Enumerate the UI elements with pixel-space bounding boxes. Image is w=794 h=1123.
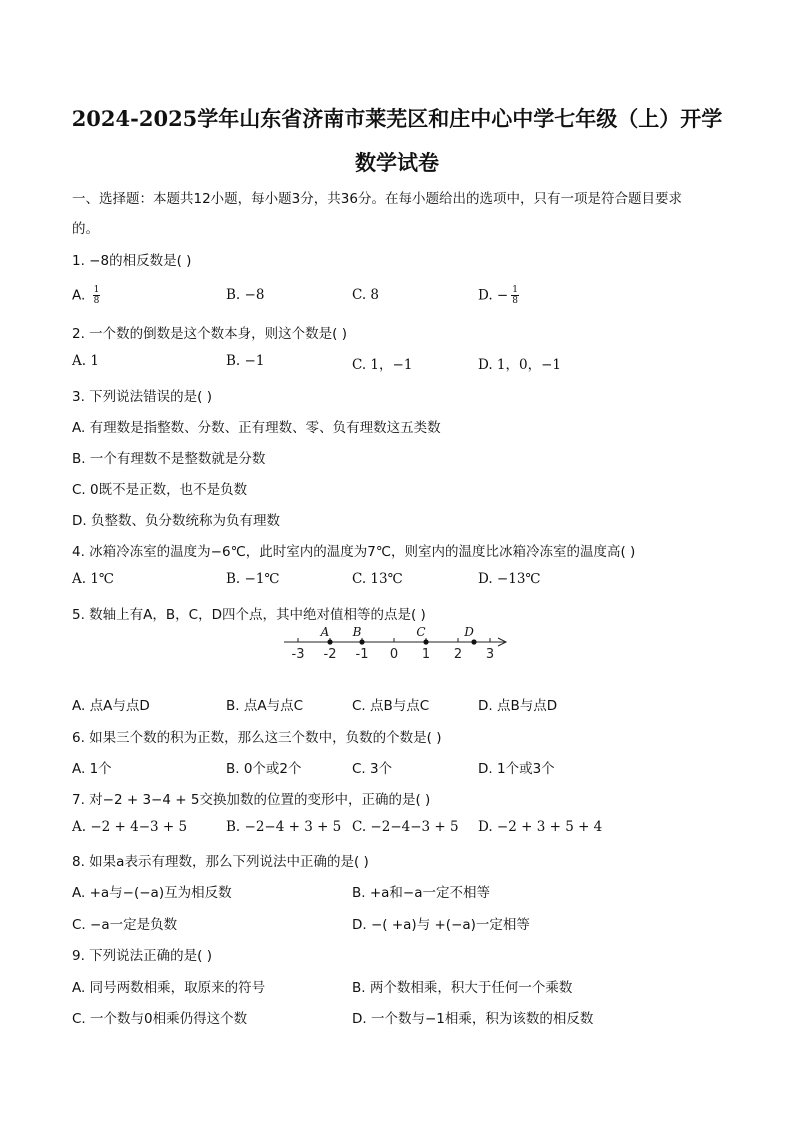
question-7-option-b: B. −2−4 + 3 + 5 xyxy=(226,819,342,835)
question-8-stem: 8. 如果a表示有理数，那么下列说法中正确的是( ) xyxy=(72,854,369,870)
question-6-option-d: D. 1个或3个 xyxy=(478,761,555,777)
fraction-numerator: 1 xyxy=(93,285,100,295)
fraction-denominator: 8 xyxy=(93,296,100,306)
fraction-denominator: 8 xyxy=(512,296,518,306)
number-line-point xyxy=(471,639,476,644)
question-9-stem: 9. 下列说法正确的是( ) xyxy=(72,948,212,964)
question-4-option-c: C. 13℃ xyxy=(352,571,403,587)
question-5-option-b: B. 点A与点C xyxy=(226,698,304,714)
exam-title-line1: 2024-2025学年山东省济南市莱芜区和庄中心中学七年级（上）开学 xyxy=(71,106,723,131)
question-9-option-d: D. 一个数与−1相乘，积为该数的相反数 xyxy=(352,1011,594,1027)
question-4-option-d: D. −13℃ xyxy=(478,571,541,587)
number-line-point-label: A xyxy=(320,625,330,639)
question-2-stem: 2. 一个数的倒数是这个数本身，则这个数是( ) xyxy=(72,326,347,342)
number-line-tick-label: -2 xyxy=(323,647,337,662)
question-7-option-a: A. −2 + 4−3 + 5 xyxy=(72,819,188,835)
question-2-option-c: C. 1，−1 xyxy=(352,357,413,373)
question-9-option-c: C. 一个数与0相乘仍得这个数 xyxy=(72,1011,248,1027)
section-instructions-line1: 一、选择题：本题共12小题，每小题3分，共36分。在每小题给出的选项中，只有一项是符合题目要求 xyxy=(72,191,682,207)
question-7-option-d: D. −2 + 3 + 5 + 4 xyxy=(478,819,603,835)
number-line-point-label: B xyxy=(352,625,362,639)
number-line-tick-label: -3 xyxy=(291,647,305,662)
question-8-option-c: C. −a一定是负数 xyxy=(72,917,178,933)
option-label: A. xyxy=(72,287,90,304)
question-1-stem: 1. −8的相反数是( ) xyxy=(72,253,192,269)
question-9-option-b: B. 两个数相乘，积大于任何一个乘数 xyxy=(352,980,573,996)
question-8-option-a: A. +a与−(−a)互为相反数 xyxy=(72,885,232,901)
fraction xyxy=(93,285,101,306)
question-3-option-d: D. 负整数、负分数统称为负有理数 xyxy=(72,513,280,529)
question-5-stem: 5. 数轴上有A，B，C，D四个点，其中绝对值相等的点是( ) xyxy=(72,607,426,623)
question-4-option-a: A. 1℃ xyxy=(72,571,115,587)
number-line-point xyxy=(359,639,364,644)
question-3-option-c: C. 0既不是正数，也不是负数 xyxy=(72,482,248,498)
question-1-option-a xyxy=(72,285,100,306)
number-line-tick-label: 3 xyxy=(485,647,495,662)
number-line-figure xyxy=(280,622,510,664)
question-4-option-b: B. −1℃ xyxy=(226,571,280,587)
question-5-option-d: D. 点B与点D xyxy=(478,698,558,714)
question-7-option-c: C. −2−4−3 + 5 xyxy=(352,819,459,835)
question-1-option-b: B. −8 xyxy=(226,287,265,303)
question-8-option-d: D. −( +a)与 +(−a)一定相等 xyxy=(352,917,530,933)
number-line-tick-label: 0 xyxy=(389,647,399,662)
question-3-option-b: B. 一个有理数不是整数就是分数 xyxy=(72,451,266,467)
question-5-option-c: C. 点B与点C xyxy=(352,698,430,714)
number-line-point xyxy=(327,639,332,644)
question-2-option-d: D. 1，0，−1 xyxy=(478,357,562,373)
number-line-point-label: D xyxy=(464,625,474,639)
number-line-point xyxy=(423,639,428,644)
question-3-stem: 3. 下列说法错误的是( ) xyxy=(72,389,212,405)
number-line-tick-label: 1 xyxy=(421,647,431,662)
question-4-stem: 4. 冰箱冷冻室的温度为−6℃，此时室内的温度为7℃，则室内的温度比冰箱冷冻室的温度高( ) xyxy=(72,544,636,560)
question-8-option-b: B. +a和−a一定不相等 xyxy=(352,885,491,901)
question-6-option-a: A. 1个 xyxy=(72,761,112,777)
number-line-tick-label: 2 xyxy=(453,647,463,662)
question-2-option-b: B. −1 xyxy=(226,353,265,369)
question-6-option-c: C. 3个 xyxy=(352,761,393,777)
section-instructions-line2: 的。 xyxy=(72,221,99,237)
exam-title-line2: 数学试卷 xyxy=(355,150,439,175)
number-line-tick-label: -1 xyxy=(355,647,369,662)
question-6-option-b: B. 0个或2个 xyxy=(226,761,302,777)
question-2-option-a: A. 1 xyxy=(72,353,99,369)
option-label: D. − xyxy=(478,287,509,304)
fraction-numerator: 1 xyxy=(512,285,518,295)
question-5-option-a: A. 点A与点D xyxy=(72,698,150,714)
question-9-option-a: A. 同号两数相乘，取原来的符号 xyxy=(72,980,266,996)
question-6-stem: 6. 如果三个数的积为正数，那么这三个数中，负数的个数是( ) xyxy=(72,730,442,746)
fraction xyxy=(511,285,519,306)
question-1-option-d xyxy=(478,285,519,306)
question-7-stem: 7. 对−2 + 3−4 + 5交换加数的位置的变形中，正确的是( ) xyxy=(72,792,431,808)
question-3-option-a: A. 有理数是指整数、分数、正有理数、零、负有理数这五类数 xyxy=(72,420,441,436)
number-line-point-label: C xyxy=(416,625,426,639)
question-1-option-c: C. 8 xyxy=(352,287,380,303)
